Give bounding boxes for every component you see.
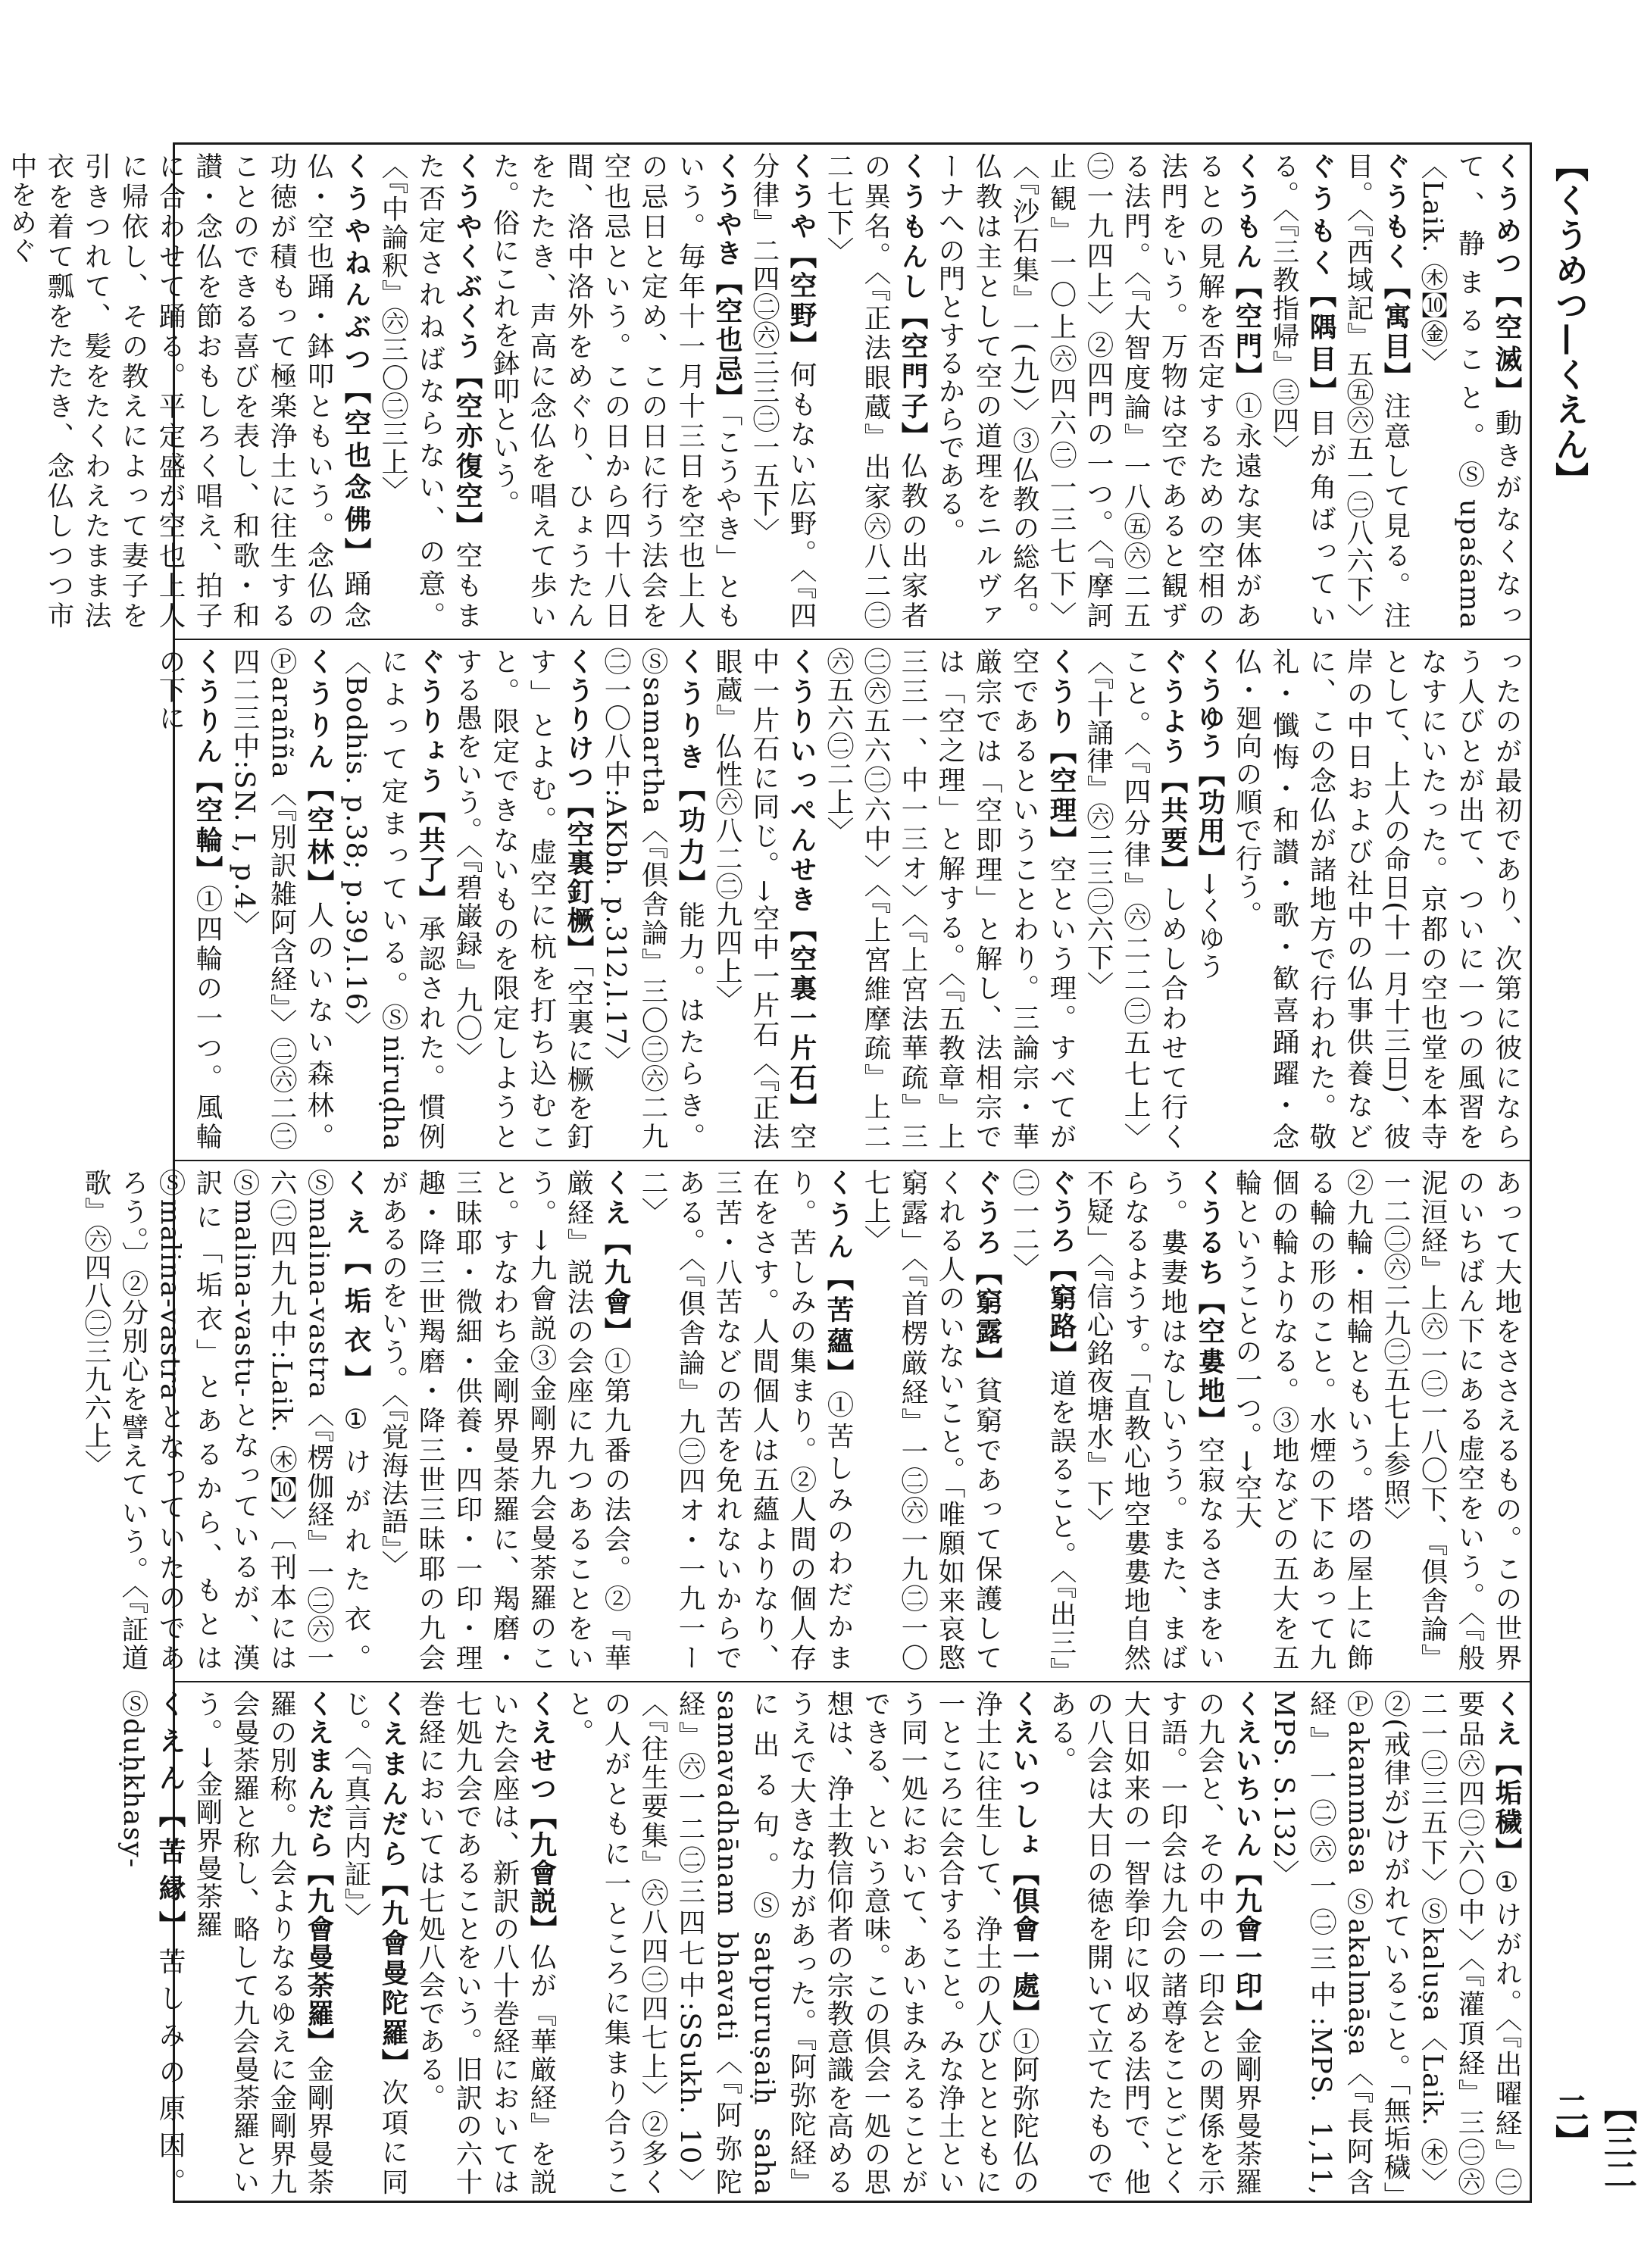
dictionary-entry <box>1042 1690 1265 2196</box>
entry-body: 空寂なるさまをいう。婁妻地はなしいうう。また、まばらなるようす。「直教心地空婁婁地自然不疑」〈『信心銘夜塘水』下〉 <box>1083 1169 1225 1672</box>
entry-headword: くうやき【空也忌】 <box>711 152 742 413</box>
dictionary-entry <box>374 152 486 629</box>
entry-headword: ぐうもく【寓目】 <box>1380 152 1411 392</box>
page-number: 【三二二】 <box>1549 2091 1636 2191</box>
entry-headword: くうりん【空輪】 <box>192 648 223 886</box>
entry-body: ①永遠な実体があるとの見解を否定するための空相の法門をいう。万物は空であると観ずる法門。〈『大智度論』一八㊄㊅二五㊁一九四上〉②四門の一つ。〈『摩訶止観』一〇上㊅四六㊁一三七下〉〈『沙石集』一(九)〉③仏教の総名。仏教は主として空の道理をニルヴァーナへの門とするからである。 <box>934 152 1262 629</box>
entry-headword: くうやねんぶつ【空也念佛】 <box>340 152 371 570</box>
dictionary-entry <box>931 152 1265 629</box>
dictionary-entry <box>597 648 708 1151</box>
tier-divider <box>175 639 1530 640</box>
text-frame <box>6 142 1532 2203</box>
tier-2 <box>155 648 1525 1151</box>
dictionary-entry <box>114 1690 189 2196</box>
entry-body: 何もない広野。〈『四分律』二四㊁㊅三三㊁一五下〉 <box>749 152 817 630</box>
entry-body: 踊念仏・空也踊・鉢叩ともいう。念仏の功徳が積もって極楽浄土に往生することのできる喜びを表し、和歌・和讃・念仏を節おもしろく唱え、拍子に合わせて踊る。平定盛が空也上人に帰依し、その教えによって妻子を引きつれて、髪をたくわえたまま法衣を着て瓢をたたき、念仏しつつ市中をめぐ <box>6 152 371 629</box>
entry-headword: ぐうろ【窮路】 <box>1046 1169 1077 1370</box>
dictionary-entry <box>374 1169 634 1672</box>
entry-body: ①阿弥陀仏の浄土に往生して、浄土の人びととともに一ところに会合すること。みな浄土という同一処において、あいまみえることができる、という意味。この倶会一処の思想は、浄土教信仰者の宗教意識を高めるうえで大きな力があった。『阿弥陀経』に出る句。Ⓢsatpuruṣaiḥ saha samavadhānam bhavati〈『阿弥陀経』㊅一二㊁三四七中:SSukh. 10〉〈『往生要集』㊅八四㊁四七上〉②多くの人がともに一ところに集まり合うこと。 <box>563 1690 1039 2196</box>
tier-4 <box>117 1690 1525 2197</box>
entry-headword: くえん【苦縁】 <box>155 1690 186 1948</box>
entry-body: ①けがれ。〈『出曜経』㊁要品㊅四㊁六〇中〉〈『灌頂経』三㊁㊅二一㊁三五下〉Ⓢkaluṣa〈Laik. ㊍〉②(戒律が)けがれていること。「無垢穢」Ⓟakammāsa Ⓢakalmāṣa〈『長阿含経』一㊁㊅一㊁三中:MPS. 1,11, MPS. S.132〉 <box>1268 1690 1522 2196</box>
entry-headword: くうり【空理】 <box>1046 648 1077 856</box>
dictionary-entry <box>1339 152 1414 632</box>
entry-body: 空という理。すべてが空であるということわり。三論宗・華厳宗では「空即理」と解し、法相宗では「空之理」と解する。〈『五教章』上三三一、中一三オ〉〈『上宮法華疏』三㊁㊅五六㊁六中〉〈『上宮維摩疏』上二㊅五六㊁二上〉 <box>823 648 1077 1151</box>
dictionary-entry <box>189 1690 337 2196</box>
entry-headword: ぐうりょう【共了】 <box>414 648 445 915</box>
dictionary-entry <box>560 1690 1042 2196</box>
entry-body: ①けがれた衣。Ⓢmalina-vastra〈『楞伽経』一㊁㊅一六㊁四九九中:Laik. ㊍㉈〉〔刊本にはⓈmalina-vastu-となっているが、漢訳に「垢衣」とあるから、もとはⓈmalina-vastraとなっていたのであろう。〕②分別心を譬えていう。〈『証道歌』㊅四八㊁三九六上〉 <box>80 1169 371 1672</box>
entry-headword: ぐうもく【隅目】 <box>1305 152 1336 409</box>
entry-body: 目が角ばっている。〈『三教指帰』㊂四〉 <box>1268 152 1336 629</box>
entry-body: →くゆう <box>1194 872 1225 981</box>
entry-body: 苦しみの原因。Ⓢduḥkhasy- <box>117 1690 186 2197</box>
entry-body: ①第九番の法会。②『華厳経』説法の会座に九つあることをいう。→九會説③金剛界九会曼荼羅のこと。すなわち金剛界曼荼羅に、羯磨・三昧耶・微細・供養・四印・一印・理趣・降三世羯磨・降三世三昧耶の九会があるのをいう。〈『覚海法語』〉 <box>377 1169 631 1672</box>
entry-body: 「空裏に橛を釘す」とよむ。虚空に杭を打ち込むこと。限定できないものを限定しようとする愚をいう。〈『碧巌録』九〇〉 <box>452 648 594 1151</box>
dictionary-entry <box>1377 1169 1525 1672</box>
entry-headword: くえまんだら【九會曼荼羅】 <box>303 1690 334 2056</box>
dictionary-entry <box>449 648 597 1151</box>
dictionary-entry <box>1414 152 1525 629</box>
entry-headword: ぐうろ【窮露】 <box>971 1169 1002 1377</box>
dictionary-entry <box>1265 1690 1525 2196</box>
entry-body: 仏教の出家者の異名。〈『正法眼蔵』出家㊅八二㊁二七下〉 <box>823 152 928 629</box>
dictionary-entry <box>337 1690 411 2196</box>
tier-divider <box>175 1160 1530 1161</box>
entry-headword: くえ【垢衣】 <box>340 1169 371 1404</box>
entry-body: ②九輪・相輪ともいう。塔の屋上に飾る輪の形のこと。水煙の下にあって九個の輪よりなる。③地などの五大を五輪ということの一つ。→空大 <box>1231 1169 1374 1672</box>
tier-divider <box>175 1681 1530 1682</box>
tier-2-entries <box>155 648 1525 1151</box>
entry-headword: くうや【空野】 <box>786 152 817 361</box>
entry-headword: くうめつ【空滅】 <box>1491 152 1522 409</box>
entry-headword: くえ【九會】 <box>600 1169 631 1348</box>
entry-body: あって大地をささえるもの。この世界のいちばん下にある虚空をいう。〈『般泥洹経』上㊅一㊁一八〇下、『倶舎論』一二㊁㊅二九㊁五七上参照〉 <box>1380 1169 1522 1672</box>
entry-headword: くうりき【功力】 <box>674 648 705 901</box>
entry-body: 次項に同じ。〈『真言内証』〉 <box>340 1690 408 2196</box>
dictionary-entry <box>1265 152 1339 629</box>
dictionary-entry <box>77 1169 374 1672</box>
entry-body: 仏が『華厳経』を説いた会座は、新訳の八十巻経においては七処九会であることをいう。旧訳の六十巻経においては七処八会である。 <box>414 1690 557 2196</box>
entry-headword: くうもん【空門】 <box>1231 152 1262 392</box>
dictionary-entry <box>1191 648 1228 1151</box>
dictionary-entry <box>857 1169 1005 1672</box>
entry-body: ①四輪の一つ。風輪の下に <box>155 648 223 1151</box>
tier-3-entries <box>80 1169 1525 1673</box>
entry-headword: くうりん【空林】 <box>303 648 334 901</box>
dictionary-entry <box>152 648 226 1151</box>
dictionary-entry <box>1080 1169 1228 1672</box>
dictionary-entry <box>3 152 374 629</box>
entry-body: 空もまた否定されねばならない、の意。〈『中論釈』㊅三〇㊁三上〉 <box>377 152 483 629</box>
entry-body: しめし合わせて行くこと。〈『四分律』㊅二二㊁五七上〉〈『十誦律』㊅二三㊁六下〉 <box>1083 648 1188 1151</box>
entry-body: 「こうやき」ともいう。毎年十一月十三日を空也上人の忌日と定め、この日に行う法会を空也忌という。この日から四十八日間、洛中洛外をめぐり、ひょうたんをたたき、声高に念仏を唱えて歩いた。俗にこれを鉢叩という。 <box>489 152 742 629</box>
entry-headword: くうもんし【空門子】 <box>897 152 928 452</box>
entry-headword: くうん【苦蘊】 <box>823 1169 854 1391</box>
entry-headword: くえ【垢穢】 <box>1491 1690 1522 1867</box>
entry-headword: くうやくぶくう【空亦復空】 <box>452 152 483 542</box>
entry-headword: くうゆう【功用】 <box>1194 648 1225 873</box>
entry-headword: くうりいっぺんせき【空裏一片石】 <box>786 648 817 1123</box>
dictionary-entry <box>1228 1169 1377 1672</box>
dictionary-entry <box>1080 648 1191 1151</box>
dictionary-entry <box>1228 648 1525 1151</box>
entry-headword: くえまんだら【九會曼陀羅】 <box>377 1690 408 2079</box>
dictionary-entry <box>634 1169 857 1672</box>
dictionary-entry <box>486 152 745 629</box>
entry-body: 金剛界曼荼羅の別称。九会よりなるゆえに金剛界九会曼荼羅と称し、略して九会曼荼羅という。→金剛界曼荼羅 <box>192 1690 334 2196</box>
entry-body: 金剛界曼荼羅の九会と、その中の一印会との関係を示す語。一印会は九会の諸尊をことごとく大日如来の一智拳印に収める法門で、他の八会は大日の徳を開いて立てたものである。 <box>1046 1690 1262 2196</box>
entry-body: ①苦しみのわだかまり。苦しみの集まり。②人間の個人存在をさす。人間個人は五蘊よりなり、三苦・八苦などの苦を免れないからである。〈『倶舎論』九㊁四オ・一九一ー二〉 <box>637 1169 854 1673</box>
entry-headword: くうりけつ【空裏釘橛】 <box>563 648 594 964</box>
dictionary-entry <box>1005 1169 1080 1672</box>
tier-1-entries <box>6 152 1525 632</box>
running-head: 【くうめつ—くえん】 <box>1549 148 1588 497</box>
entry-body: 人のいない森林。Ⓟaraññа〈『別訳雑阿含経』〉㊁㊅二㊁四二三中:SN. I, p.4〉 <box>229 648 334 1151</box>
entry-body: 動きがなくなって、静まること。Ⓢupaśama〈Laik. ㊍㉈㊎〉 <box>1417 152 1522 629</box>
entry-body: 注意して見る。注目。〈『西域記』五㊄㊅五一㊁八六下〉 <box>1342 152 1411 632</box>
entry-body: 能力。はたらき。Ⓢsamartha〈『倶舎論』三〇㊁㊅二九㊁一〇八中:AKbh. p.312,l.17〉 <box>600 648 705 1151</box>
entry-body: 空中一片石に同じ。→空中一片石〈『正法眼蔵』仏性㊅八二㊁九四上〉 <box>711 648 817 1151</box>
entry-body: ったのが最初であり、次第に彼にならう人びとが出て、ついに一つの風習をなすにいたった。京都の空也堂を本寺として、上人の命日(十一月十三日)、彼岸の中日および社中の仏事供養などに、この念仏が諸地方で行われた。敬礼・懺悔・和讃・歌・歓喜踊躍・念仏・廻向の順で行う。 <box>1231 648 1522 1151</box>
entry-headword: くえせつ【九會説】 <box>526 1690 557 1943</box>
tier-3 <box>80 1169 1525 1673</box>
tier-4-entries <box>117 1690 1525 2197</box>
entry-body: 貧窮であって保護してくれる人のいないこと。「唯願如来哀愍窮露」〈『首楞厳経』一㊁㊅一九㊁一〇七上〉 <box>860 1169 1002 1673</box>
entry-headword: くえいっしょ【倶會一處】 <box>1008 1690 1039 2028</box>
dictionary-entry <box>745 152 820 629</box>
entry-body: 承認された。慣例によって定まっている。Ⓢniruḍha〈Bodhis. p.38; p.39,l.16〉 <box>340 648 445 1151</box>
dictionary-entry <box>411 1690 560 2196</box>
dictionary-entry <box>708 648 820 1151</box>
dictionary-entry <box>337 648 449 1151</box>
dictionary-entry <box>820 152 931 629</box>
entry-headword: くうるち【空婁地】 <box>1194 1169 1225 1436</box>
entry-body: 道を誤ること。〈『出三』㊁一二〉 <box>1008 1169 1077 1673</box>
entry-headword: くえいちいん【九會一印】 <box>1231 1690 1262 2028</box>
entry-headword: ぐうよう【共要】 <box>1157 648 1188 886</box>
dictionary-entry <box>226 648 337 1151</box>
dictionary-entry <box>820 648 1080 1151</box>
tier-1 <box>6 152 1525 632</box>
